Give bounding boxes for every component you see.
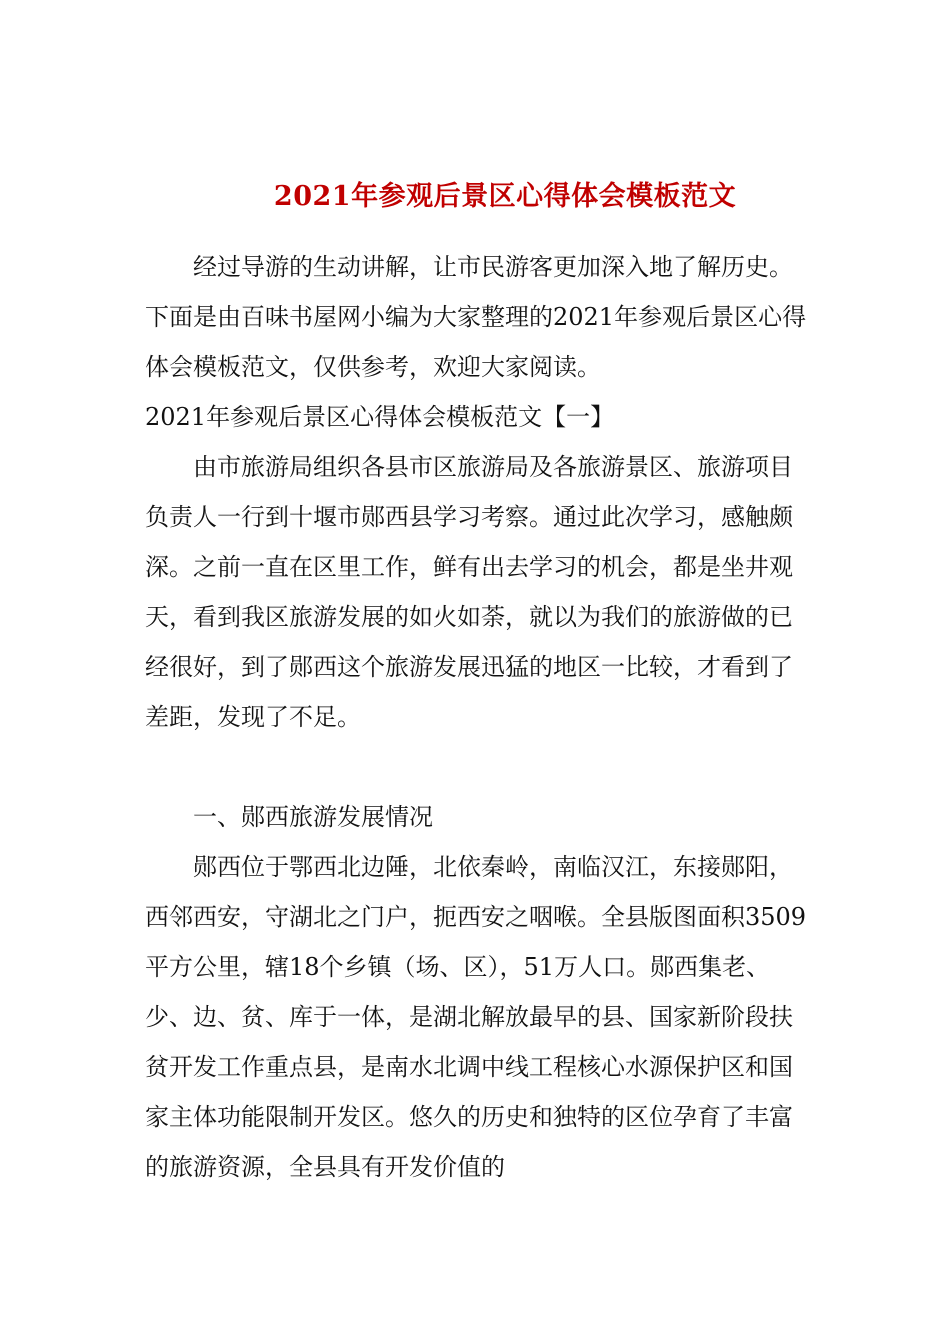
- document-body: [145, 242, 810, 1192]
- paragraph-2: 郧西位于鄂西北边陲，北依秦岭，南临汉江，东接郧阳，西邻西安，守湖北之门户，扼西安之咽喉。全县版图面积3509平方公里，辖18个乡镇（场、区），51万人口。郧西集老、少、边、贫、库于一体，是湖北解放最早的县、国家新阶段扶贫开发工作重点县，是南水北调中线工程核心水源保护区和国家主体功能限制开发区。悠久的历史和独特的区位孕育了丰富的旅游资源，全县具有开发价值的: [145, 853, 807, 1181]
- section-subtitle: 2021年参观后景区心得体会模板范文【一】: [145, 403, 615, 431]
- document-title: 2021年参观后景区心得体会模板范文: [273, 181, 737, 212]
- paragraph-1: 由市旅游局组织各县市区旅游局及各旅游景区、旅游项目负责人一行到十堰市郧西县学习考察。通过此次学习，感触颇深。之前一直在区里工作，鲜有出去学习的机会，都是坐井观天，看到我区旅游发展的如火如荼，就以为我们的旅游做的已经很好，到了郧西这个旅游发展迅猛的地区一比较，才看到了差距，发现了不足。: [145, 453, 793, 731]
- paragraph-gap: [145, 742, 810, 792]
- section-heading-1: 一、郧西旅游发展情况: [193, 803, 433, 831]
- intro-paragraph: 经过导游的生动讲解，让市民游客更加深入地了解历史。下面是由百味书屋网小编为大家整理的2021年参观后景区心得体会模板范文，仅供参考，欢迎大家阅读。: [145, 253, 807, 381]
